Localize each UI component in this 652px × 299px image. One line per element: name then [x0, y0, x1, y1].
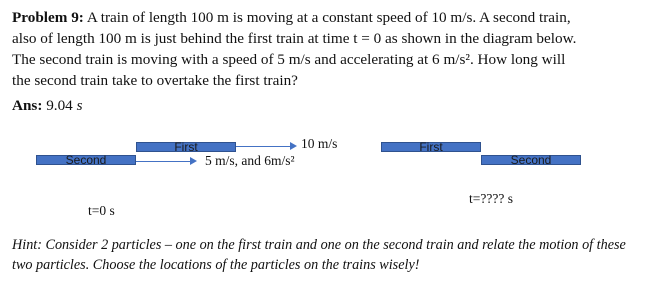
first-velocity-arrow [236, 146, 292, 147]
second-motion-arrowhead-icon [190, 157, 197, 165]
first-train-t0 [136, 142, 236, 152]
problem-heading: Problem 9: [12, 9, 84, 26]
problem-line-4: the second train take to overtake the first train? [12, 72, 298, 89]
second-motion-label: 5 m/s, and 6m/s² [205, 153, 295, 168]
problem-line-3: The second train is moving with a speed of 5 m/s and accelerating at 6 m/s². How long will [12, 51, 566, 68]
second-train-t0-label: Second [65, 153, 107, 167]
first-train-t0-label: First [174, 140, 198, 154]
answer-label: Ans: [12, 97, 43, 114]
time-label-t0: t=0 s [88, 203, 115, 218]
problem-statement [12, 7, 640, 91]
answer-unit: s [76, 97, 83, 114]
second-train-t1 [481, 155, 581, 165]
first-velocity-arrowhead-icon [290, 142, 297, 150]
second-train-t0 [36, 155, 136, 165]
answer-value: 9.04 [46, 97, 73, 114]
answer [12, 97, 82, 115]
problem-line-2: also of length 100 m is just behind the first train at time t = 0 as shown in the diagram below. [12, 30, 577, 47]
problem-line-1: A train of length 100 m is moving at a constant speed of 10 m/s. A second train, [86, 9, 571, 26]
hint-text: Hint: Consider 2 particles – one on the first train and one on the second train and relate the motion of these two particles. Choose the locations of the particles on the trains wisely! [12, 237, 626, 273]
first-train-t1 [381, 142, 481, 152]
first-velocity-label: 10 m/s [301, 136, 338, 151]
time-label-t1: t=???? s [469, 191, 513, 206]
second-motion-arrow [136, 161, 192, 162]
second-train-t1-label: Second [510, 153, 552, 167]
first-train-t1-label: First [419, 140, 443, 154]
